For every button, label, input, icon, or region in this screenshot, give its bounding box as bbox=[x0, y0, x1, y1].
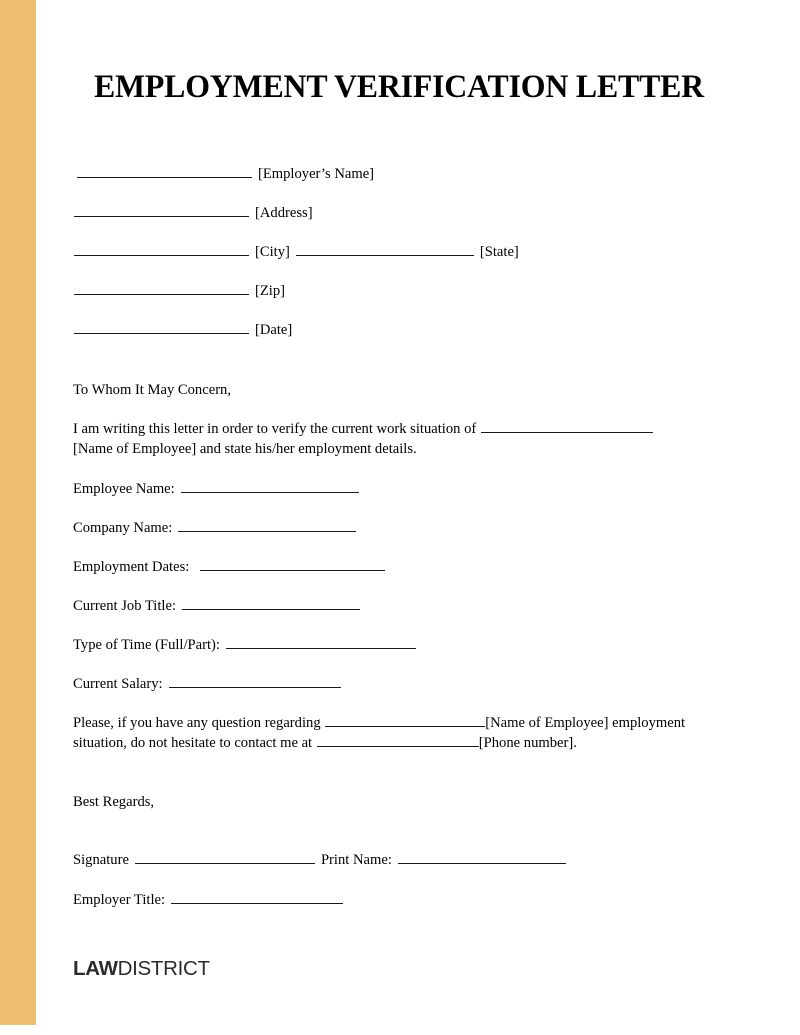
salutation: To Whom It May Concern, bbox=[73, 382, 231, 398]
lawdistrict-logo bbox=[73, 957, 210, 981]
contact-paragraph-part3: situation, do not hesitate to contact me at bbox=[73, 734, 313, 751]
contact-paragraph-part1: Please, if you have any question regarding bbox=[73, 715, 321, 731]
field-current-salary bbox=[73, 675, 342, 694]
header-zip-row bbox=[73, 282, 285, 301]
signature-row bbox=[73, 851, 567, 870]
header-address-row bbox=[73, 204, 313, 223]
company-name-field-label: Company Name: bbox=[73, 520, 173, 536]
employer-title-blank[interactable] bbox=[171, 891, 343, 904]
current-job-title-field-label: Current Job Title: bbox=[73, 598, 176, 614]
employer-title-label: Employer Title: bbox=[73, 892, 166, 908]
field-employment-dates bbox=[73, 558, 386, 577]
contact-phone-blank[interactable] bbox=[317, 734, 479, 747]
employer-name-blank[interactable] bbox=[77, 165, 252, 178]
employee-name-field-label: Employee Name: bbox=[73, 481, 175, 497]
logo-light-part: DISTRICT bbox=[117, 957, 210, 980]
intro-paragraph-part2: [Name of Employee] and state his/her employment details. bbox=[73, 440, 417, 457]
signature-blank[interactable] bbox=[135, 851, 315, 864]
field-employee-name bbox=[73, 480, 360, 499]
address-blank[interactable] bbox=[74, 204, 249, 217]
employment-dates-field-label: Employment Dates: bbox=[73, 559, 190, 575]
contact-paragraph-part2: [Name of Employee] employment bbox=[485, 715, 686, 731]
current-salary-field-label: Current Salary: bbox=[73, 676, 163, 692]
company-name-field-blank[interactable] bbox=[178, 519, 356, 532]
zip-label: [Zip] bbox=[255, 283, 285, 299]
city-label: [City] bbox=[255, 244, 290, 260]
address-label: [Address] bbox=[255, 205, 313, 221]
contact-employee-name-blank[interactable] bbox=[325, 714, 485, 727]
page-title: EMPLOYMENT VERIFICATION LETTER bbox=[93, 69, 704, 105]
employment-dates-field-blank[interactable] bbox=[200, 558, 385, 571]
closing: Best Regards, bbox=[73, 794, 155, 810]
employer-name-label: [Employer’s Name] bbox=[258, 166, 375, 182]
print-name-blank[interactable] bbox=[398, 851, 566, 864]
state-label: [State] bbox=[479, 244, 519, 260]
field-current-job-title bbox=[73, 597, 361, 616]
logo-bold-part: LAW bbox=[73, 957, 118, 980]
city-blank[interactable] bbox=[74, 243, 249, 256]
employee-name-field-blank[interactable] bbox=[181, 480, 359, 493]
current-salary-field-blank[interactable] bbox=[169, 675, 341, 688]
date-blank[interactable] bbox=[74, 321, 249, 334]
date-label: [Date] bbox=[255, 322, 293, 338]
current-job-title-field-blank[interactable] bbox=[182, 597, 360, 610]
field-type-of-time bbox=[73, 636, 417, 655]
contact-paragraph-part4: [Phone number]. bbox=[478, 734, 577, 751]
employee-name-inline-blank[interactable] bbox=[481, 420, 653, 433]
zip-blank[interactable] bbox=[74, 282, 249, 295]
contact-paragraph bbox=[73, 714, 728, 753]
header-date-row bbox=[73, 321, 292, 340]
print-name-label: Print Name: bbox=[320, 852, 392, 868]
state-blank[interactable] bbox=[296, 243, 474, 256]
header-employer-name-row bbox=[76, 165, 374, 184]
header-city-state-row bbox=[73, 243, 519, 262]
field-company-name bbox=[73, 519, 357, 538]
intro-paragraph bbox=[73, 420, 728, 459]
signature-label: Signature bbox=[73, 852, 129, 868]
employer-title-row bbox=[73, 891, 344, 910]
intro-paragraph-part1: I am writing this letter in order to verify the current work situation of bbox=[73, 421, 477, 437]
type-of-time-field-label: Type of Time (Full/Part): bbox=[73, 637, 220, 653]
type-of-time-field-blank[interactable] bbox=[226, 636, 416, 649]
